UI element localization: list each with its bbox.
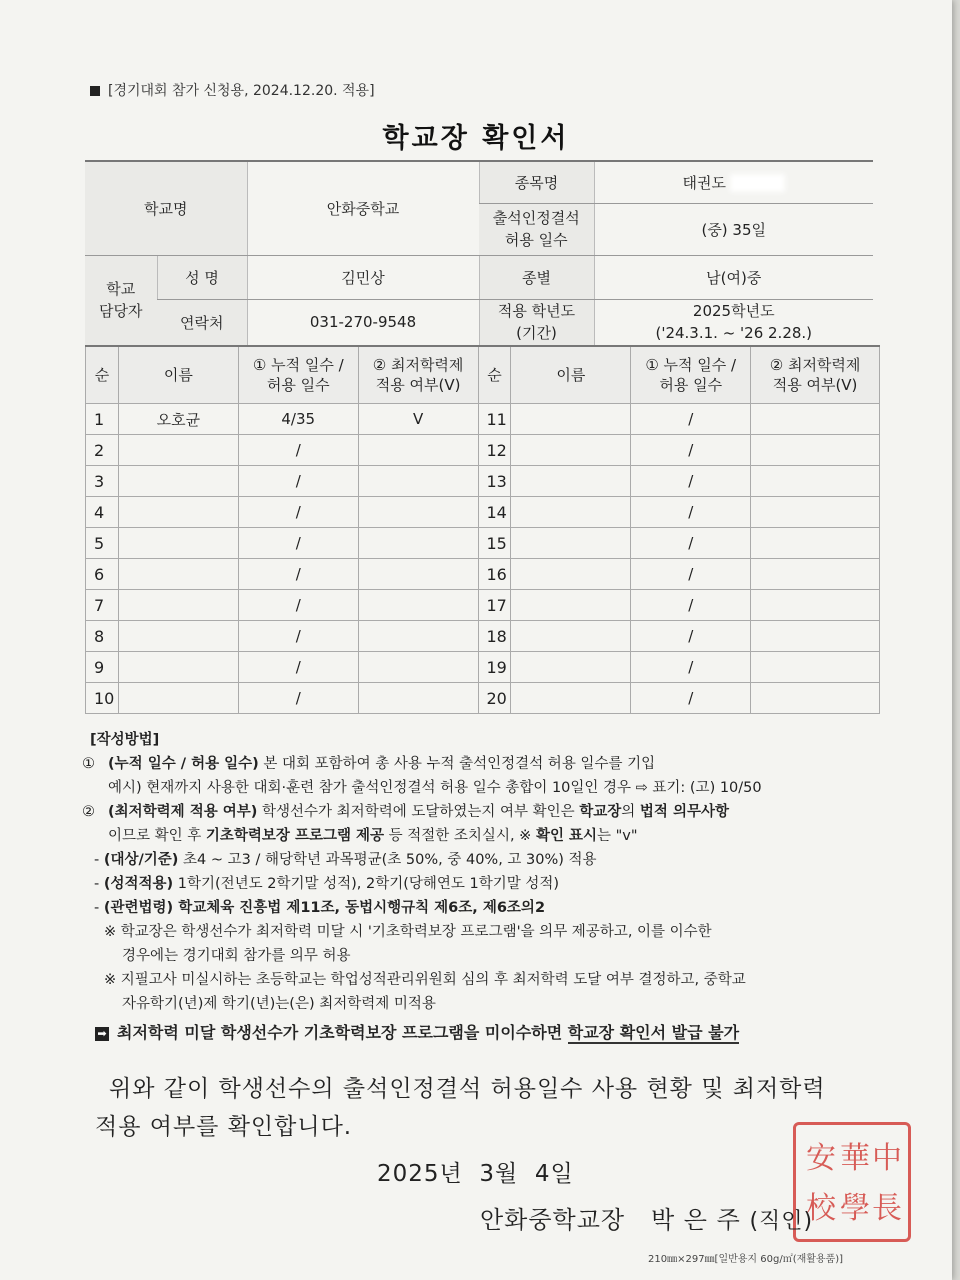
- table-row: [86, 652, 880, 683]
- row-check: [358, 559, 478, 590]
- header-days-2: 허용 일수: [266, 376, 330, 394]
- school-value: 안화중학교: [247, 161, 479, 255]
- row-no: 16: [478, 559, 511, 590]
- instructions-section: [82, 728, 882, 1016]
- row-days: /: [631, 590, 751, 621]
- seal-glyph: 中: [872, 1141, 902, 1176]
- school-year-label: [479, 299, 594, 345]
- header-min-2: 적용 여부(V): [375, 376, 461, 394]
- row-name: [511, 497, 631, 528]
- form-version-note: [90, 80, 375, 100]
- row-name: [118, 497, 238, 528]
- row-days: /: [631, 497, 751, 528]
- row-no: 12: [478, 435, 511, 466]
- row-no: 3: [86, 466, 119, 497]
- note-1-line-2: 경우에는 경기대회 참가를 의무 허용: [122, 948, 351, 964]
- note-2-line-1: ※ 지필고사 미실시하는 초등학교는 학업성적관리위원회 심의 후 최저학력 도달 여부 결정하고, 중학교: [104, 972, 746, 988]
- issue-date: 2025년 3월 4일: [377, 1161, 574, 1187]
- school-year-label-2: (기간): [516, 324, 557, 342]
- item2-l2-b: 기초학력보장 프로그램 제공: [205, 828, 385, 844]
- row-name: [118, 683, 238, 714]
- row-days: /: [631, 466, 751, 497]
- instruction-sub-1: - (대상/기준) 초4 ~ 고3 / 해당학년 과목평균(초 50%, 중 40%, 고 30%) 적용: [94, 852, 597, 868]
- row-check: [751, 621, 880, 652]
- row-days: /: [631, 652, 751, 683]
- row-check: [358, 466, 478, 497]
- row-days: /: [631, 528, 751, 559]
- circled-one-marker: ①: [82, 756, 95, 772]
- school-year-value-2: ('24.3.1. ~ '26 2.28.): [655, 324, 813, 342]
- sub2-text: 1학기(전년도 2학기말 성적), 2학기(당해연도 1학기말 성적): [173, 876, 560, 892]
- row-check: [358, 652, 478, 683]
- row-check: [751, 404, 880, 435]
- square-bullet-icon: [90, 86, 100, 96]
- seal-glyph: 華: [840, 1141, 870, 1176]
- table-row: [86, 559, 880, 590]
- row-days: /: [631, 435, 751, 466]
- row-check: [751, 497, 880, 528]
- school-info-table: [85, 160, 873, 346]
- row-name: [511, 559, 631, 590]
- row-name: [511, 528, 631, 559]
- row-name: [118, 435, 238, 466]
- page-title: 학교장 확인서: [382, 123, 570, 154]
- roster-header-row: [86, 346, 880, 404]
- manager-label-1: 학교: [106, 280, 136, 298]
- warning-emphasis: 학교장 확인서 발급 불가: [567, 1023, 740, 1042]
- item2-bold-1: 학교장: [579, 804, 622, 820]
- row-check: [358, 683, 478, 714]
- row-check: [751, 683, 880, 714]
- student-roster-table: [85, 345, 880, 714]
- table-row: [86, 404, 880, 435]
- row-check: [751, 652, 880, 683]
- sub2-title: (성적적용): [103, 876, 174, 892]
- row-name: [118, 590, 238, 621]
- note-1-line-1: ※ 학교장은 학생선수가 최저학력 미달 시 '기초학력보장 프로그램'을 의무 제공하고, 이를 이수한: [104, 924, 712, 940]
- seal-glyph: 校: [806, 1191, 836, 1226]
- item2-l2-a: 이므로 확인 후: [108, 828, 206, 844]
- item2-l2-d: 확인 표시: [535, 828, 598, 844]
- header-days: [631, 346, 751, 404]
- row-check: [751, 590, 880, 621]
- row-days: /: [631, 559, 751, 590]
- confirmation-line-1: 위와 같이 학생선수의 출석인정결석 허용일수 사용 현황 및 최저학력: [109, 1076, 826, 1102]
- seal-glyph: 安: [806, 1141, 836, 1176]
- header-min-2: 적용 여부(V): [772, 376, 858, 394]
- gender-label: 종별: [479, 255, 594, 299]
- row-no: 1: [86, 404, 119, 435]
- row-name: [118, 559, 238, 590]
- allowed-days-label-1: 출석인정결석: [492, 209, 580, 227]
- row-no: 14: [478, 497, 511, 528]
- header-days-1: ① 누적 일수 /: [252, 356, 344, 374]
- row-check: [358, 528, 478, 559]
- principal-name: 안화중학교장 박 은 주: [480, 1206, 741, 1234]
- header-min-1: ② 최저학력제: [372, 356, 464, 374]
- instructions-heading: [작성방법]: [90, 732, 160, 748]
- row-check: [751, 435, 880, 466]
- item2-l2-c: 등 적절한 조치실시, ※: [384, 828, 536, 844]
- header-min-1: ② 최저학력제: [769, 356, 861, 374]
- row-no: 6: [86, 559, 119, 590]
- row-no: 2: [86, 435, 119, 466]
- row-no: 13: [478, 466, 511, 497]
- redaction-blur: [730, 174, 785, 192]
- row-no: 18: [478, 621, 511, 652]
- contact-value: 031-270-9548: [247, 299, 479, 345]
- seal-glyph: 學: [840, 1191, 870, 1226]
- school-year-value: [594, 299, 873, 345]
- sub1-title: (대상/기준): [103, 852, 179, 868]
- name-label: 성 명: [157, 255, 247, 299]
- row-no: 10: [86, 683, 119, 714]
- row-no: 5: [86, 528, 119, 559]
- table-row: [86, 466, 880, 497]
- contact-label: 연락처: [157, 299, 247, 345]
- sub1-text: 초4 ~ 고3 / 해당학년 과목평균(초 50%, 중 40%, 고 30%) 적용: [178, 852, 597, 868]
- row-no: 15: [478, 528, 511, 559]
- issuance-warning: [95, 1020, 739, 1043]
- sport-label: 종목명: [479, 161, 594, 203]
- row-no: 4: [86, 497, 119, 528]
- row-check: [358, 435, 478, 466]
- row-days: /: [631, 404, 751, 435]
- sport-text: 태권도: [682, 173, 726, 192]
- instruction-item-2-line-2: [108, 824, 882, 848]
- seal-label: (직인): [749, 1209, 814, 1234]
- row-check: [751, 559, 880, 590]
- row-name: [118, 621, 238, 652]
- confirmation-statement: [95, 1070, 895, 1146]
- seal-glyph: 長: [872, 1191, 902, 1226]
- row-name: [511, 466, 631, 497]
- header-days: [238, 346, 358, 404]
- row-name: [511, 590, 631, 621]
- table-row: [86, 621, 880, 652]
- row-days: /: [631, 621, 751, 652]
- row-days: /: [238, 621, 358, 652]
- item2-text-a: 학생선수가 최저학력에 도달하였는지 여부 확인은: [257, 804, 580, 820]
- header-days-2: 허용 일수: [659, 376, 723, 394]
- row-days: /: [631, 683, 751, 714]
- confirmation-line-2: 적용 여부를 확인합니다.: [95, 1114, 353, 1140]
- row-name: [118, 528, 238, 559]
- row-check: [751, 528, 880, 559]
- row-no: 17: [478, 590, 511, 621]
- row-days: /: [238, 435, 358, 466]
- row-no: 9: [86, 652, 119, 683]
- table-row: [86, 683, 880, 714]
- manager-label-2: 담당자: [99, 302, 143, 320]
- item2-l2-e: 는 "v": [597, 828, 638, 844]
- allowed-days-value: (중) 35일: [594, 203, 873, 255]
- principal-signature-line: [480, 1200, 813, 1235]
- allowed-days-label-2: 허용 일수: [504, 231, 568, 249]
- row-check: [751, 466, 880, 497]
- header-no: 순: [478, 346, 511, 404]
- sub3-text: 학교체육 진흥법 제11조, 동법시행규칙 제6조, 제6조의2: [173, 900, 546, 916]
- arrow-box-icon: ➡: [95, 1027, 109, 1041]
- row-name: [511, 652, 631, 683]
- instruction-item-1: [82, 752, 882, 776]
- row-check: [358, 497, 478, 528]
- row-days: /: [238, 590, 358, 621]
- header-name: 이름: [118, 346, 238, 404]
- school-year-value-1: 2025학년도: [692, 302, 775, 320]
- row-no: 7: [86, 590, 119, 621]
- name-value: 김민상: [247, 255, 479, 299]
- school-label: 학교명: [85, 161, 247, 255]
- item1-text: 본 대회 포함하여 총 사용 누적 출석인정결석 허용 일수를 기입: [258, 756, 656, 772]
- row-name: [118, 652, 238, 683]
- gender-value: 남(여)중: [594, 255, 873, 299]
- row-check: [358, 621, 478, 652]
- note-2-line-2: 자유학기(년)제 학기(년)는(은) 최저학력제 미적용: [122, 996, 436, 1012]
- item2-title: (최저학력제 적용 여부): [108, 804, 258, 820]
- row-name: [511, 621, 631, 652]
- row-days: /: [238, 559, 358, 590]
- row-days: 4/35: [238, 404, 358, 435]
- sub3-title: (관련법령): [103, 900, 174, 916]
- paper-spec-footer: 210㎜×297㎜[일반용지 60g/㎡(재활용품)]: [648, 1254, 844, 1265]
- manager-label: [85, 255, 157, 345]
- row-name: [511, 683, 631, 714]
- row-name: [511, 435, 631, 466]
- table-row: [86, 435, 880, 466]
- allowed-days-label: [479, 203, 594, 255]
- row-days: /: [238, 497, 358, 528]
- row-no: 20: [478, 683, 511, 714]
- header-no: 순: [86, 346, 119, 404]
- item1-title: (누적 일수 / 허용 일수): [108, 756, 259, 772]
- instruction-sub-3: - (관련법령) 학교체육 진흥법 제11조, 동법시행규칙 제6조, 제6조의2: [94, 900, 546, 916]
- row-days: /: [238, 466, 358, 497]
- warning-text: 최저학력 미달 학생선수가 기초학력보장 프로그램을 미이수하면: [117, 1023, 568, 1042]
- row-no: 11: [478, 404, 511, 435]
- instruction-item-2: [82, 800, 882, 824]
- row-days: /: [238, 683, 358, 714]
- instruction-sub-2: - (성적적용) 1학기(전년도 2학기말 성적), 2학기(당해연도 1학기말 성적): [94, 876, 560, 892]
- sport-value: [594, 161, 873, 203]
- header-min-score: [751, 346, 880, 404]
- item2-bold-2: 법적 의무사항: [639, 804, 729, 820]
- form-version-text: [경기대회 참가 신청용, 2024.12.20. 적용]: [108, 83, 375, 99]
- circled-two-marker: ②: [82, 804, 95, 820]
- row-check: [358, 590, 478, 621]
- row-name: [511, 404, 631, 435]
- table-row: [86, 590, 880, 621]
- table-row: [86, 528, 880, 559]
- row-check: V: [358, 404, 478, 435]
- school-year-label-1: 적용 학년도: [497, 302, 576, 320]
- instruction-example: 예시) 현재까지 사용한 대회·훈련 참가 출석인정결석 허용 일수 총합이 10일인 경우 ⇨ 표기: (고) 10/50: [108, 780, 762, 796]
- header-name: 이름: [511, 346, 631, 404]
- header-min-score: [358, 346, 478, 404]
- row-days: /: [238, 528, 358, 559]
- row-name: 오호균: [118, 404, 238, 435]
- row-name: [118, 466, 238, 497]
- row-no: 8: [86, 621, 119, 652]
- item2-text-b: 의: [621, 804, 640, 820]
- table-row: [86, 497, 880, 528]
- header-days-1: ① 누적 일수 /: [645, 356, 737, 374]
- row-no: 19: [478, 652, 511, 683]
- row-days: /: [238, 652, 358, 683]
